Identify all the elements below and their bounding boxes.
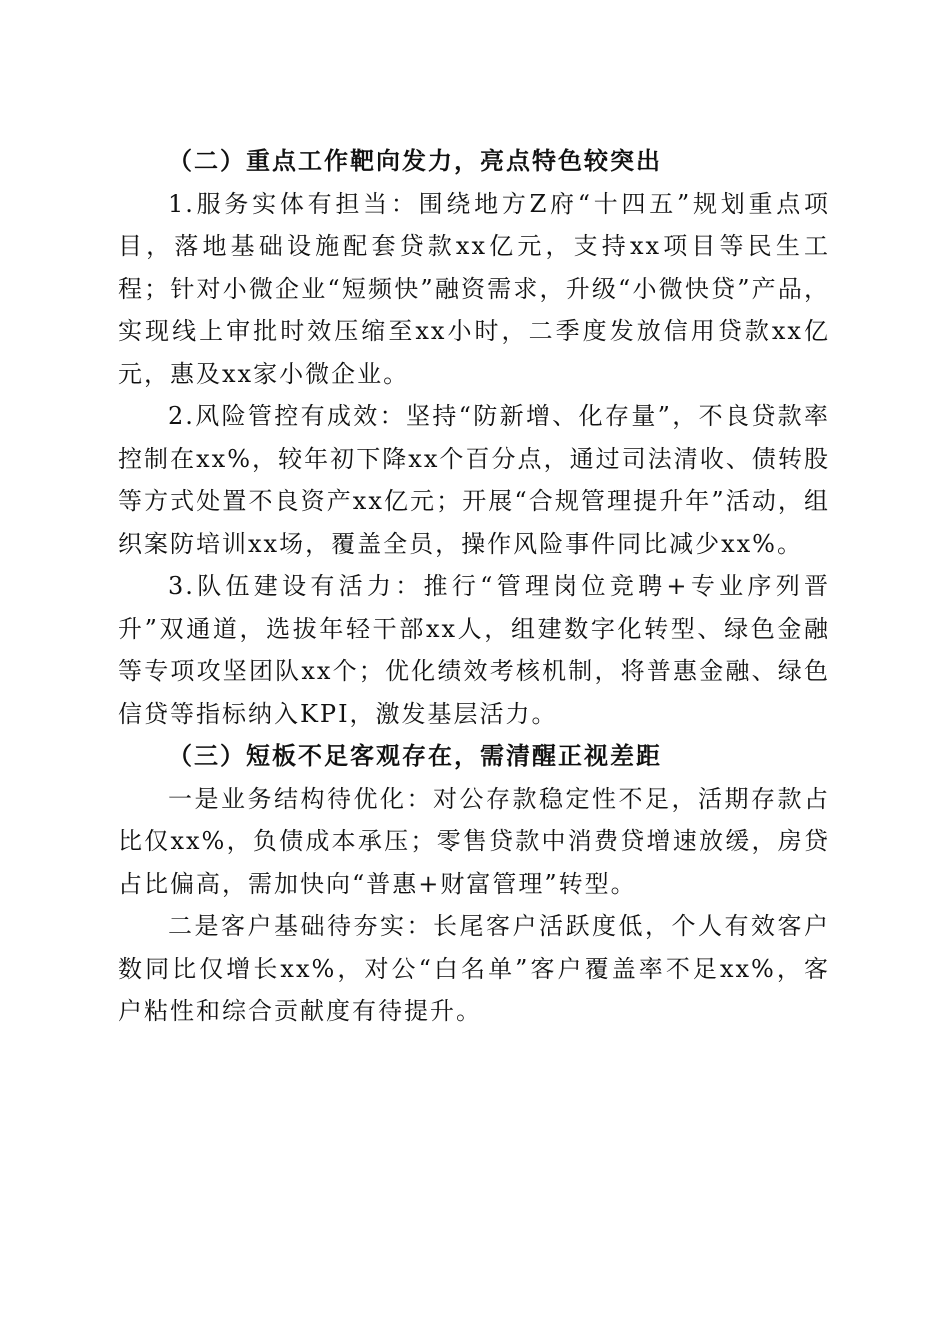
- paragraph-team-building: 3.队伍建设有活力：推行“管理岗位竞聘+专业序列晋升”双通道，选拔年轻干部xx人，组建数字化转型、绿色金融等专项攻坚团队xx个；优化绩效考核机制，将普惠金融、绿色信贷等指标纳入KPI，激发基层活力。: [118, 572, 830, 728]
- document-body: [118, 140, 830, 1033]
- paragraph-service-economy: 1.服务实体有担当：围绕地方Z府“十四五”规划重点项目，落地基础设施配套贷款xx亿元，支持xx项目等民生工程；针对小微企业“短频快”融资需求，升级“小微快贷”产品，实现线上审批时效压缩至xx小时，二季度发放信用贷款xx亿元，惠及xx家小微企业。: [118, 189, 830, 388]
- paragraph-customer-base: 二是客户基础待夯实：长尾客户活跃度低，个人有效客户数同比仅增长xx%，对公“白名单”客户覆盖率不足xx%，客户粘性和综合贡献度有待提升。: [118, 912, 830, 1025]
- paragraph-risk-control: 2.风险管控有成效：坚持“防新增、化存量”，不良贷款率控制在xx%，较年初下降xx个百分点，通过司法清收、债转股等方式处置不良资产xx亿元；开展“合规管理提升年”活动，组织案防培训xx场，覆盖全员，操作风险事件同比减少xx%。: [118, 402, 830, 558]
- section-heading-2: （二）重点工作靶向发力，亮点特色较突出: [168, 146, 662, 175]
- section-heading-3: （三）短板不足客观存在，需清醒正视差距: [168, 741, 662, 770]
- paragraph-business-structure: 一是业务结构待优化：对公存款稳定性不足，活期存款占比仅xx%，负债成本承压；零售贷款中消费贷增速放缓，房贷占比偏高，需加快向“普惠+财富管理”转型。: [118, 784, 830, 898]
